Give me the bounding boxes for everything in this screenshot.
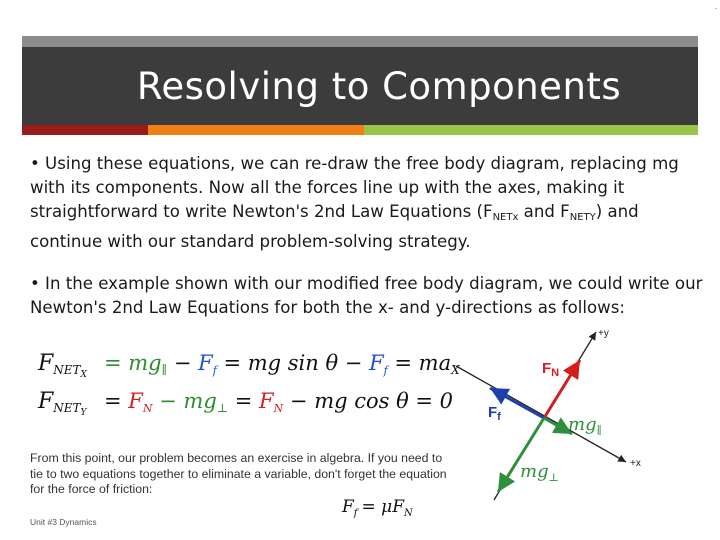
eq2-fn: F	[128, 389, 143, 413]
eq2-perp: ⊥	[216, 401, 229, 415]
mg-parallel-sub: ∥	[596, 424, 602, 437]
eq1-mid: = mg sin θ −	[216, 351, 370, 375]
mg-perpendicular-sub: ⊥	[548, 471, 559, 484]
corner-mark: .	[714, 2, 717, 11]
footer-unit: Unit #3 Dynamics	[30, 517, 97, 527]
friction-lhs: F	[342, 497, 354, 517]
bullet-1-text-pre: • Using these equations, we can re-draw the free body diagram, replacing mg with its components. Now all the forces line up with the axes, making it straightforward to write Newton's 2nd Law Equations (F	[30, 154, 679, 221]
accent-bar-orange	[148, 125, 364, 135]
eq1-ff2: F	[369, 351, 384, 375]
eq2-tail: − mg cos θ = 0	[283, 389, 454, 413]
mg-perpendicular-letters: mg	[520, 461, 549, 482]
eq2-fn2-sub: N	[273, 402, 284, 415]
friction-rhs-sub: N	[404, 508, 413, 519]
x-axis-line	[456, 366, 626, 462]
mg-perpendicular-label	[520, 461, 559, 484]
eq1-mg: = mg	[104, 351, 162, 375]
eq1-lhs-subsub: X	[80, 370, 87, 380]
eq2-mg: − mg	[152, 389, 217, 413]
bullet-1-text-post: ) and continue with our standard problem-solving strategy.	[30, 202, 639, 251]
eq1-ff2-sub: f	[383, 364, 388, 377]
normal-force-sub: N	[551, 367, 560, 379]
eq1-lhs: F	[38, 351, 54, 376]
eq2-mid: =	[228, 389, 260, 413]
mg-parallel-label	[568, 414, 602, 437]
slide-title: Resolving to Components	[136, 64, 622, 108]
accent-bar-red	[22, 125, 148, 135]
eq1-ma: = ma	[387, 351, 452, 375]
bullet-1-sub-netx: NETx	[492, 212, 519, 223]
friction-force-label	[488, 404, 501, 423]
friction-force-letter: F	[488, 404, 498, 421]
svg-text:= FN − mg⊥ = FN − mg cos θ = 0	[104, 389, 453, 415]
eq2-lhs: F	[38, 389, 54, 414]
equations-block	[36, 340, 460, 432]
normal-force-label	[542, 360, 559, 379]
axis-y-label: +y	[598, 328, 609, 339]
eq1-minus: −	[167, 351, 199, 375]
friction-equation-svg	[340, 494, 450, 520]
svg-text:FNETY	[37, 389, 88, 418]
equations-svg	[36, 340, 460, 432]
svg-text:Ff= μFN	[341, 497, 414, 519]
friction-equation	[340, 494, 450, 520]
svg-text:= mg∥ − Ff = mg sin θ − Ff = m	[104, 351, 460, 377]
bullet-2: • In the example shown with our modified free body diagram, we could write our Newton's 2nd Law Equations for both the x- and y-directions as follows:	[30, 274, 703, 317]
normal-force-letter: F	[542, 360, 552, 377]
mg-parallel-letters: mg	[568, 414, 597, 435]
friction-rhs: = μF	[361, 497, 404, 517]
eq2-fn-sub: N	[142, 402, 153, 415]
eq1-ff-sub: f	[212, 364, 217, 377]
eq1-ff: F	[198, 351, 213, 375]
eq1-lhs-sub: NET	[53, 363, 81, 377]
eq2-lhs-sub: NET	[53, 401, 81, 415]
eq2-eq: =	[104, 389, 129, 413]
eq1-ma-sub: X	[451, 363, 460, 377]
bullet-1-text-mid: and F	[518, 202, 570, 221]
free-body-diagram-svg	[450, 322, 672, 508]
svg-text:FNETX	[37, 351, 88, 380]
eq2-lhs-subsub: Y	[80, 408, 87, 418]
axis-x-label: +x	[630, 458, 641, 469]
accent-bar-green	[364, 125, 698, 135]
bullet-1-sub-nety: NETY	[569, 212, 596, 223]
free-body-diagram	[450, 322, 672, 508]
bullet-1	[30, 152, 700, 254]
friction-force-sub: f	[497, 411, 501, 423]
title-top-strip	[22, 36, 698, 47]
algebra-note: From this point, our problem becomes an exercise in algebra. If you need to tie to two equations together to eliminate a variable, don't forget the equation for the force of friction:	[30, 451, 447, 496]
friction-lhs-sub: f	[353, 508, 358, 519]
eq1-parallel: ∥	[161, 363, 168, 377]
eq2-fn2: F	[259, 389, 274, 413]
